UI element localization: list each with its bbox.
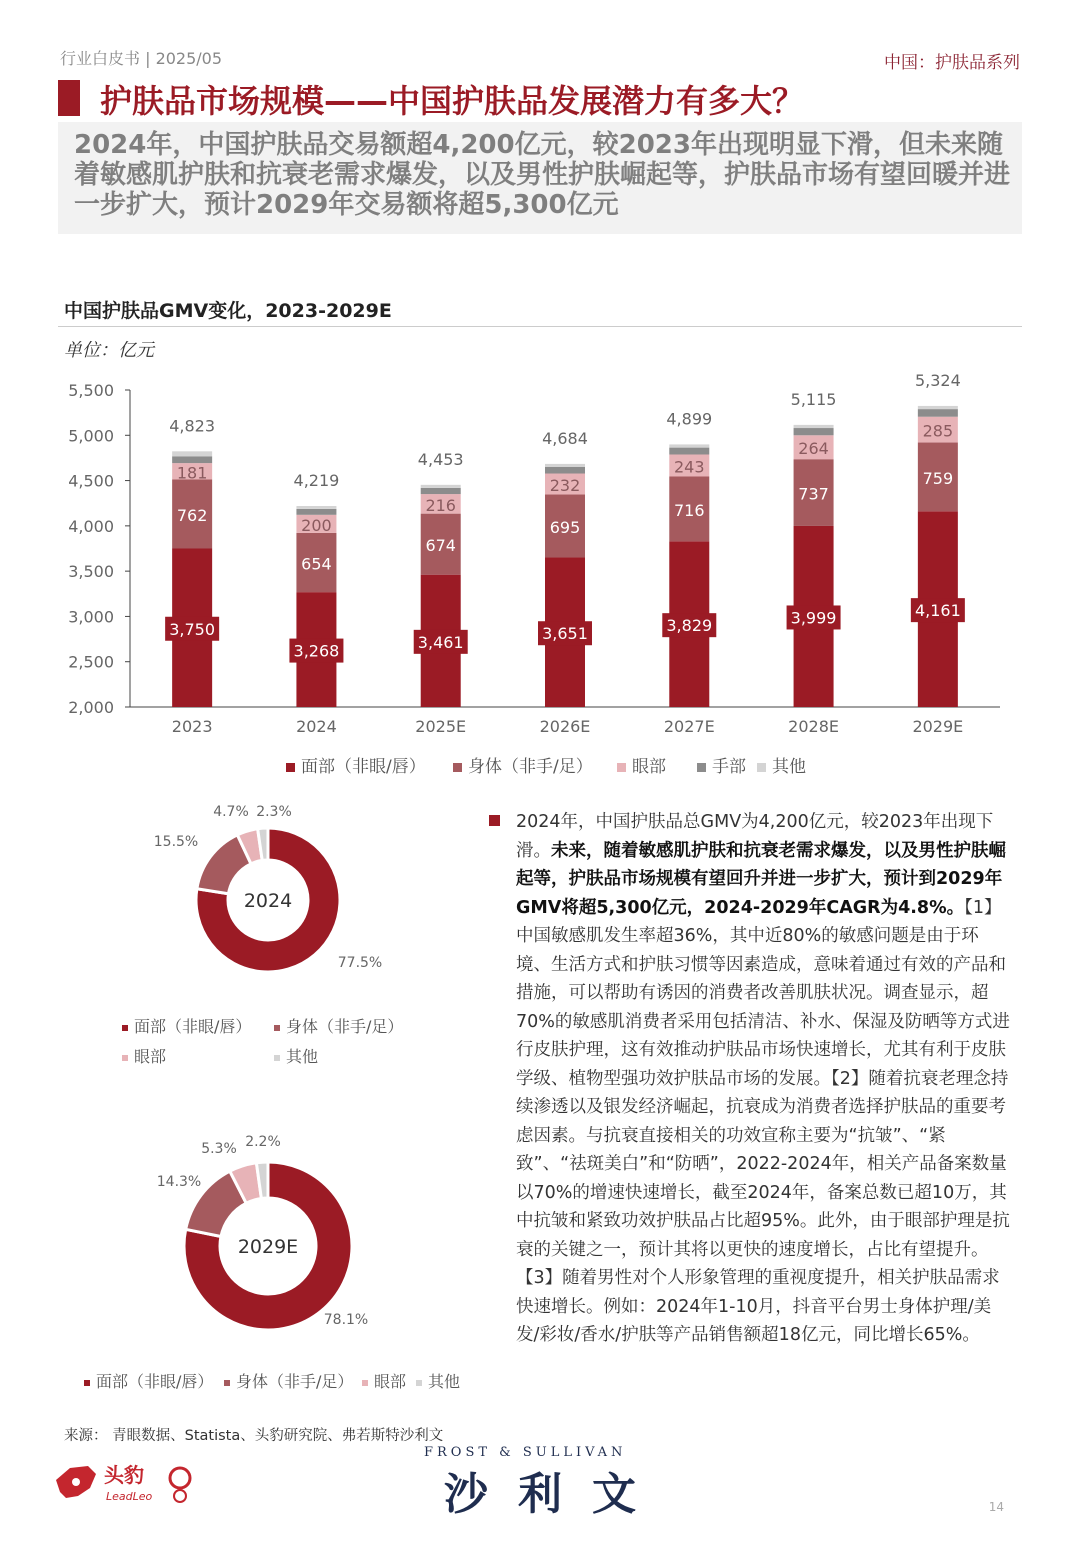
legend-label: 眼部 xyxy=(134,1047,167,1066)
bar-label-eye: 216 xyxy=(425,495,456,515)
title-accent-bar xyxy=(58,80,80,116)
legend-label: 其他 xyxy=(772,757,806,777)
e-circle-icon xyxy=(170,1468,190,1488)
bar-label-body: 716 xyxy=(674,500,705,520)
x-tick-label: 2026E xyxy=(539,717,591,736)
bar-total-label: 4,453 xyxy=(417,449,464,469)
fs-logo-chinese: 沙利文 xyxy=(444,1469,666,1520)
leadleo-logo xyxy=(52,1458,202,1508)
legend-item-face xyxy=(286,752,426,777)
bar-label-face: 3,999 xyxy=(790,608,837,628)
legend-swatch xyxy=(84,1380,90,1386)
legend-label: 面部（非眼/唇） xyxy=(96,1372,214,1391)
donut-slice-label: 4.7% xyxy=(213,804,249,820)
report-tag: 行业白皮书 | 2025/05 xyxy=(60,49,223,68)
x-tick-label: 2028E xyxy=(788,717,839,736)
bar-label-face: 3,750 xyxy=(169,619,216,639)
bar-label-body: 654 xyxy=(301,554,332,574)
legend-label: 身体（非手/足） xyxy=(286,1017,404,1036)
donut-legend-item xyxy=(224,1369,353,1392)
donut-legend-item xyxy=(84,1369,213,1392)
bar-segment-hand xyxy=(794,428,834,435)
y-tick-label: 3,000 xyxy=(68,607,114,627)
bar-label-face: 4,161 xyxy=(914,601,961,621)
bar-label-body: 674 xyxy=(425,536,456,556)
stacked-bar-chart xyxy=(0,360,1080,740)
bar-label-eye: 232 xyxy=(549,476,581,496)
legend-label: 眼部 xyxy=(374,1372,407,1391)
chart-unit: 单位：亿元 xyxy=(64,340,154,361)
donut-slice-label: 78.1% xyxy=(323,1312,369,1328)
legend-swatch xyxy=(122,1025,128,1031)
page-number: 14 xyxy=(988,1500,1004,1514)
bar-total-label: 4,684 xyxy=(542,428,588,448)
body-intro: 2024年，中国护肤品总GMV为4,200亿元，较2023年出现下滑。 xyxy=(516,812,994,861)
bar-total-label: 4,899 xyxy=(666,409,713,429)
bar-label-eye: 285 xyxy=(922,421,954,441)
legend-item-eye xyxy=(617,752,666,777)
y-tick-label: 2,000 xyxy=(68,698,114,717)
bar-segment-other xyxy=(545,464,585,467)
donut-slice-label: 5.3% xyxy=(201,1141,237,1157)
summary-text: 2024年，中国护肤品交易额超4,200亿元，较2023年出现明显下滑，但未来随着敏感肌护肤和抗衰老需求爆发，以及男性护肤崛起等，护肤品市场有望回暖并进一步扩大，预计2029年交易额将超5,300亿元 xyxy=(74,130,1011,220)
bar-segment-hand xyxy=(296,509,336,515)
donut-slice-label: 2.3% xyxy=(256,804,292,820)
bar-label-body: 762 xyxy=(176,505,208,525)
chart-title-rule xyxy=(58,326,1022,327)
bar-label-face: 3,461 xyxy=(417,632,464,652)
donut-slice-label: 2.2% xyxy=(245,1134,281,1150)
leadleo-en-text: LeadLeo xyxy=(106,1490,153,1503)
legend-label: 手部 xyxy=(712,757,746,777)
legend-label: 眼部 xyxy=(632,757,666,777)
legend-item-body xyxy=(453,752,593,777)
donut-slice-label: 15.5% xyxy=(153,834,199,850)
x-tick-label: 2029E xyxy=(912,717,964,736)
legend-swatch xyxy=(617,763,626,772)
y-tick-label: 3,500 xyxy=(68,562,114,582)
leadleo-cn-text: 头豹 xyxy=(104,1463,144,1487)
bar-label-eye: 264 xyxy=(798,439,829,459)
legend-swatch xyxy=(274,1025,280,1031)
bar-segment-hand xyxy=(669,448,709,455)
bar-segment-other xyxy=(421,485,461,488)
bar-label-body: 759 xyxy=(922,468,954,488)
bullet-square xyxy=(489,815,500,826)
bar-segment-hand xyxy=(918,409,958,417)
legend-item-other xyxy=(757,752,806,777)
small-circle-icon xyxy=(174,1490,186,1502)
legend-label: 面部（非眼/唇） xyxy=(301,757,426,777)
bar-label-face: 3,651 xyxy=(542,624,588,644)
legend-label: 其他 xyxy=(428,1372,461,1391)
y-tick-label: 4,000 xyxy=(68,516,114,536)
leopard-eye-icon xyxy=(72,1478,80,1486)
chart-title: 中国护肤品GMV变化，2023-2029E xyxy=(64,300,392,322)
y-tick-label: 5,000 xyxy=(68,426,114,446)
legend-label: 身体（非手/足） xyxy=(236,1372,354,1391)
body-detail: 【1】中国敏感肌发生率超36%，其中近80%的敏感问题是由于环境、生活方式和护肤习惯等因素造成，意味着通过有效的产品和措施，可以帮助有诱因的消费者改善肌肤状况。调查显示，超70%的敏感肌消费者采用包括清洁、补水、保湿及防晒等方式进行皮肤护理，这有效推动护肤品市场快速增长，尤其有利于皮肤学级、植物型强功效护肤品市场的发展。【2】随着抗衰老理念持续渗透以及银发经济崛起，抗衰成为消费者选择护肤品的重要考虑因素。与抗衰直接相关的功效宣称主要为“抗皱”、“紧致”、“祛斑美白”和“防晒”，2022-2024年，相关产品备案数量以70%的增速快速增长，截至2024年，备案总数已超10万，其中抗皱和紧致功效护肤品占比超95%。此外，由于眼部护理是抗衰的关键之一，预计其将以更快的速度增长，占比有望提升。【3】随着男性对个人形象管理的重视度提升，相关护肤品需求快速增长。例如：2024年1-10月，抖音平台男士身体护理/美发/彩妆/香水/护肤等产品销售额超18亿元，同比增长65%。 xyxy=(516,897,1010,1345)
source-note: 来源： 青眼数据、Statista、头豹研究院、弗若斯特沙利文 xyxy=(64,1428,444,1444)
donut-legend-item xyxy=(274,1044,318,1067)
donut-slice-label: 14.3% xyxy=(156,1174,202,1190)
legend-swatch xyxy=(286,763,295,772)
fs-logo-english: FROST & SULLIVAN xyxy=(424,1445,627,1460)
donut-legend-item xyxy=(122,1014,251,1037)
bar-label-face: 3,829 xyxy=(666,616,713,636)
legend-item-hand xyxy=(697,752,746,777)
donut-chart-2024 xyxy=(0,790,480,990)
bar-segment-other xyxy=(669,444,709,447)
bar-total-label: 5,115 xyxy=(790,389,837,409)
bar-total-label: 4,219 xyxy=(293,471,340,491)
y-tick-label: 5,500 xyxy=(68,381,114,400)
legend-swatch xyxy=(224,1380,230,1386)
y-tick-label: 4,500 xyxy=(68,471,114,491)
bar-total-label: 5,324 xyxy=(914,370,961,390)
legend-swatch xyxy=(274,1055,280,1061)
donut-center-label: 2029E xyxy=(237,1236,299,1258)
bar-segment-hand xyxy=(172,456,212,463)
bar-segment-other xyxy=(172,451,212,456)
donut-legend-item xyxy=(274,1014,403,1037)
page-title: 护肤品市场规模——中国护肤品发展潜力有多大？ xyxy=(100,82,805,120)
legend-swatch xyxy=(697,763,706,772)
donut-chart-2029e xyxy=(0,1120,480,1340)
bar-label-eye: 243 xyxy=(674,457,705,477)
legend-swatch xyxy=(453,763,462,772)
bar-segment-other xyxy=(296,506,336,509)
legend-label: 面部（非眼/唇） xyxy=(134,1017,252,1036)
bar-segment-other xyxy=(794,425,834,428)
y-tick-label: 2,500 xyxy=(68,652,114,672)
bar-label-body: 695 xyxy=(549,517,581,537)
legend-label: 其他 xyxy=(286,1047,319,1066)
body-paragraph xyxy=(516,808,1012,1350)
donut-legend-item xyxy=(416,1369,460,1392)
legend-swatch xyxy=(757,763,766,772)
bar-label-eye: 181 xyxy=(176,463,208,483)
bar-segment-hand xyxy=(545,467,585,474)
bar-segment-hand xyxy=(421,488,461,494)
legend-swatch xyxy=(362,1380,368,1386)
bar-segment-other xyxy=(918,406,958,409)
body-bold: 未来，随着敏感肌护肤和抗衰老需求爆发，以及男性护肤崛起等，护肤品市场规模有望回升并进一步扩大，预计到2029年GMV将超5,300亿元，2024-2029年CAGR为4.8%。 xyxy=(516,840,1006,918)
bar-total-label: 4,823 xyxy=(169,416,216,436)
bar-label-body: 737 xyxy=(798,484,829,504)
x-tick-label: 2024 xyxy=(296,717,337,736)
x-tick-label: 2027E xyxy=(663,717,715,736)
bar-label-face: 3,268 xyxy=(293,641,340,661)
bar-label-eye: 200 xyxy=(301,515,332,535)
x-tick-label: 2025E xyxy=(415,717,467,736)
x-tick-label: 2023 xyxy=(171,717,213,736)
donut-legend-item xyxy=(122,1044,166,1067)
donut-center-label: 2024 xyxy=(243,890,293,912)
donut-legend-item xyxy=(362,1369,406,1392)
legend-swatch xyxy=(416,1380,422,1386)
legend-swatch xyxy=(122,1055,128,1061)
legend-label: 身体（非手/足） xyxy=(468,757,593,777)
report-series: 中国：护肤品系列 xyxy=(884,53,1020,73)
donut-slice-label: 77.5% xyxy=(337,955,383,971)
